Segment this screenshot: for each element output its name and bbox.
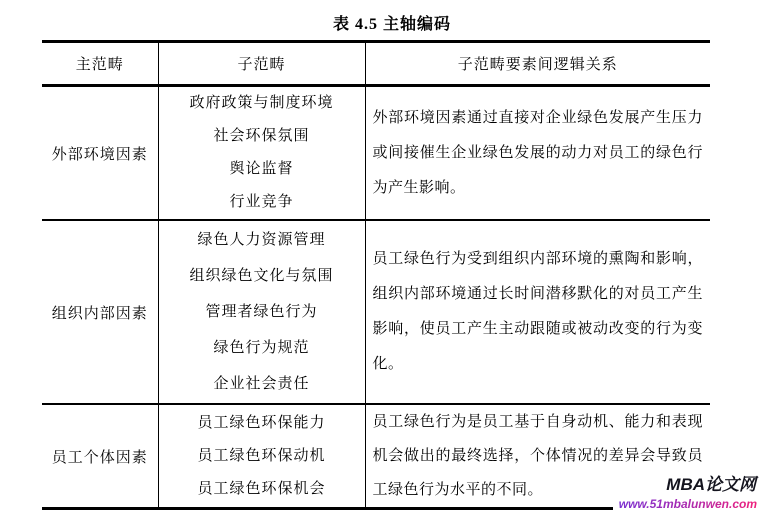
watermark-site-url: www.51mbalunwen.com [618, 497, 757, 511]
table-row-individual-factors [42, 404, 710, 509]
sub-category-item: 舆论监督 [229, 161, 294, 177]
sub-category-item: 企业社会责任 [213, 376, 310, 392]
logic-relation-text: 员工绿色行为受到组织内部环境的熏陶和影响，组织内部环境通过长时间潜移默化的对员工产生影响，使员工产生主动跟随或被动改变的行为变化。 [372, 251, 703, 372]
watermark-url-background [613, 496, 758, 513]
sub-category-item: 组织绿色文化与氛围 [189, 268, 334, 284]
logic-relation-text: 外部环境因素通过直接对企业绿色发展产生压力或间接催生企业绿色发展的动力对员工的绿色行为产生影响。 [372, 109, 703, 196]
sub-categories-cell [158, 220, 365, 404]
col-header-logic-relation: 子范畴要素间逻辑关系 [365, 42, 710, 86]
sub-category-item: 绿色行为规范 [213, 340, 310, 356]
sub-category-item: 员工绿色环保能力 [197, 414, 326, 431]
sub-categories-cell [158, 86, 365, 221]
main-category-cell: 组织内部因素 [42, 220, 158, 404]
logic-relation-cell [365, 86, 710, 221]
sub-category-item: 管理者绿色行为 [205, 304, 318, 320]
table-row-external-factors [42, 86, 710, 221]
table-caption: 表 4.5 主轴编码 [332, 16, 451, 33]
table-row-organizational-factors [42, 220, 710, 404]
sub-category-item: 行业竞争 [229, 194, 294, 210]
sub-category-item: 社会环保氛围 [213, 128, 310, 144]
watermark-site-name: MBA论文网 [666, 475, 756, 494]
col-header-sub-category: 子范畴 [158, 42, 365, 86]
sub-categories-cell [158, 404, 365, 509]
watermark [613, 475, 758, 513]
main-category-cell: 外部环境因素 [42, 86, 158, 221]
header-row [42, 42, 710, 86]
sub-category-item: 员工绿色环保机会 [197, 480, 326, 497]
sub-category-item: 政府政策与制度环境 [189, 95, 334, 111]
col-header-main-category: 主范畴 [42, 42, 158, 86]
main-category-cell: 员工个体因素 [42, 404, 158, 509]
axial-coding-table [42, 40, 710, 510]
sub-category-item: 绿色人力资源管理 [197, 232, 326, 248]
sub-category-item: 员工绿色环保动机 [197, 447, 326, 464]
logic-relation-text: 员工绿色行为是员工基于自身动机、能力和表现机会做出的最终选择，个体情况的差异会导致员工绿色行为水平的不同。 [372, 414, 703, 498]
logic-relation-cell [365, 220, 710, 404]
